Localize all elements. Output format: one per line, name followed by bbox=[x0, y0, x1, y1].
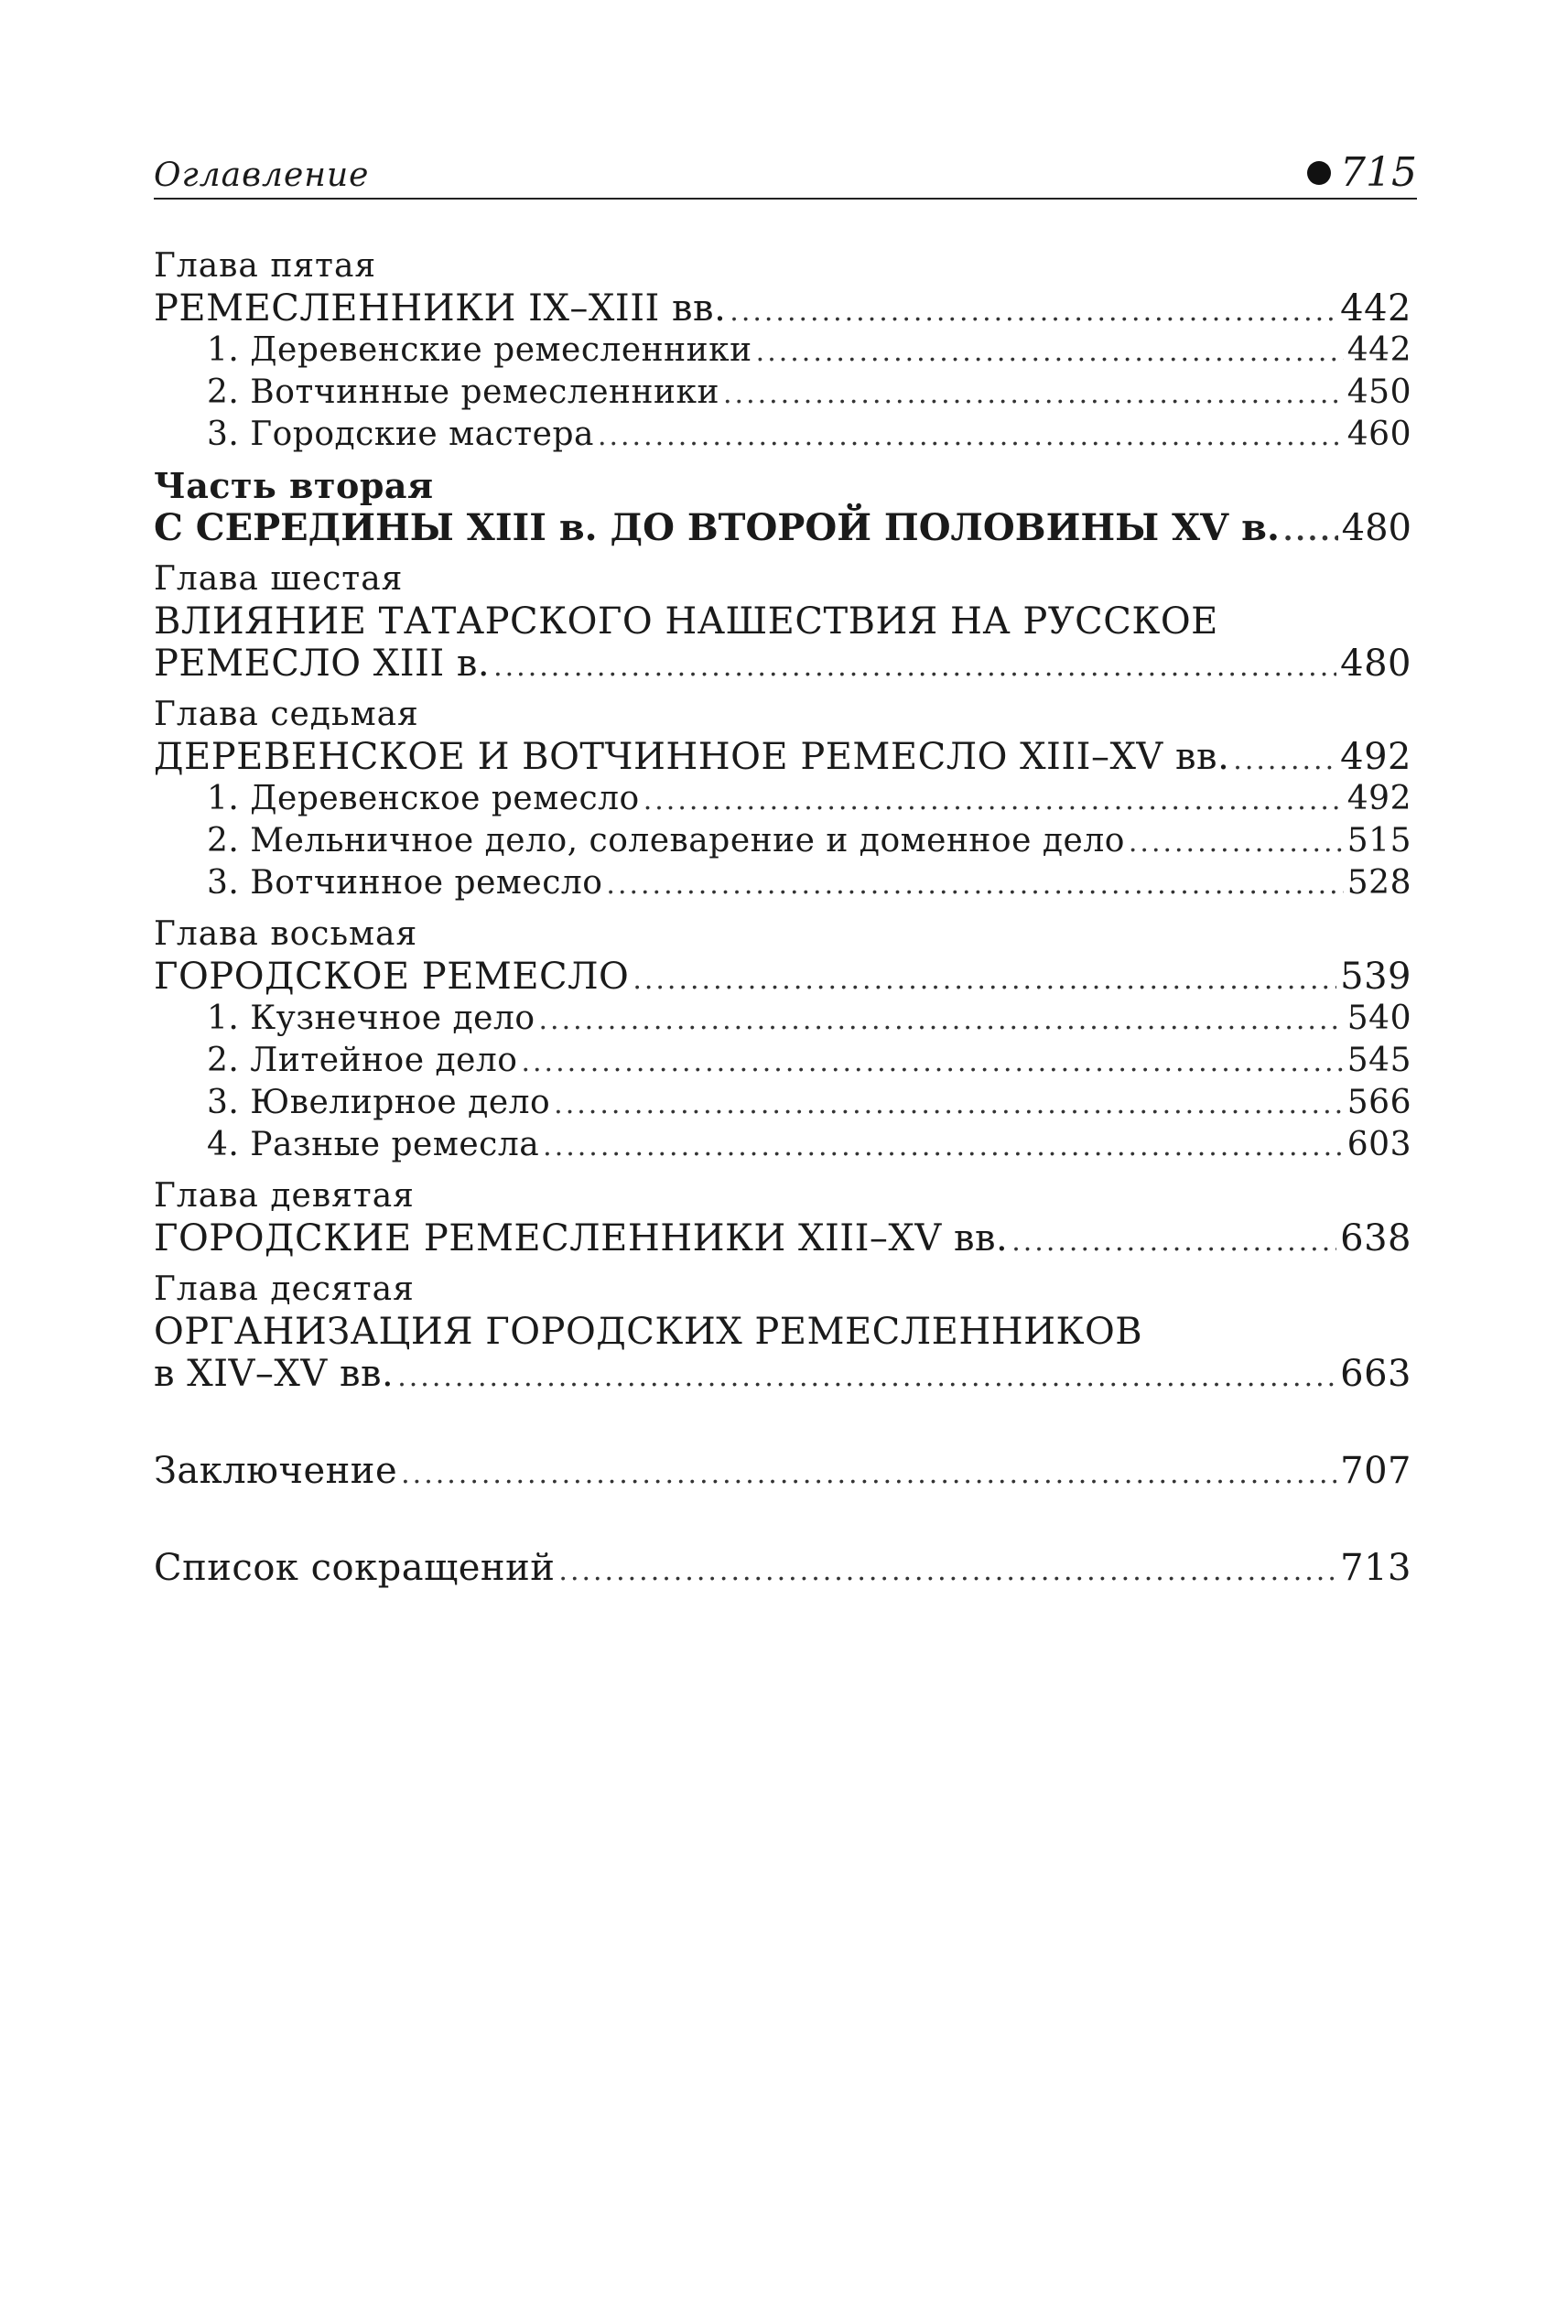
toc-entry-section[interactable] bbox=[154, 414, 1411, 456]
dot-leader bbox=[539, 1000, 1344, 1042]
entry-page: 638 bbox=[1340, 1217, 1411, 1259]
part-label: Часть вторая bbox=[154, 465, 434, 506]
entry-title-line[interactable]: ОРГАНИЗАЦИЯ ГОРОДСКИХ РЕМЕСЛЕННИКОВ bbox=[154, 1311, 1143, 1353]
toc-entry-chapter[interactable] bbox=[154, 1353, 1411, 1395]
dot-leader bbox=[401, 1454, 1336, 1496]
entry-title: 3. Ювелирное дело bbox=[207, 1084, 551, 1121]
entry-title: 1. Деревенское ремесло bbox=[207, 780, 640, 817]
dot-leader bbox=[756, 331, 1344, 373]
chapter-label: Глава седьмая bbox=[154, 696, 419, 733]
entry-page: 713 bbox=[1340, 1547, 1411, 1589]
entry-page: 492 bbox=[1346, 780, 1411, 817]
entry-title: ГОРОДСКИЕ РЕМЕСЛЕННИКИ XIII–XV вв. bbox=[154, 1217, 1009, 1259]
entry-title: 3. Вотчинное ремесло bbox=[207, 864, 603, 902]
bullet-icon bbox=[1307, 161, 1331, 185]
toc-entry-part[interactable] bbox=[154, 507, 1411, 549]
dot-leader bbox=[730, 291, 1336, 333]
toc-entry-chapter[interactable] bbox=[154, 1217, 1411, 1259]
toc-entry-conclusion[interactable] bbox=[154, 1450, 1411, 1492]
toc-entry-section[interactable] bbox=[154, 778, 1411, 820]
toc-entry-section[interactable] bbox=[154, 998, 1411, 1040]
toc-entry-section[interactable] bbox=[154, 330, 1411, 372]
chapter-label: Глава шестая bbox=[154, 560, 404, 598]
entry-title: в XIV–XV вв. bbox=[154, 1353, 395, 1395]
entry-page: 492 bbox=[1340, 736, 1411, 778]
chapter-label: Глава восьмая bbox=[154, 915, 418, 953]
entry-title: ДЕРЕВЕНСКОЕ И ВОТЧИННОЕ РЕМЕСЛО XIII–XV вв. bbox=[154, 736, 1230, 778]
entry-title: 4. Разные ремесла bbox=[207, 1126, 540, 1163]
entry-title: ГОРОДСКОЕ РЕМЕСЛО bbox=[154, 956, 630, 998]
dot-leader bbox=[633, 959, 1336, 1001]
entry-page: 442 bbox=[1346, 331, 1411, 369]
dot-leader bbox=[1129, 822, 1344, 864]
entry-title: 2. Мельничное дело, солеварение и доменное дело bbox=[207, 822, 1125, 859]
entry-page: 460 bbox=[1346, 416, 1411, 453]
dot-leader bbox=[1011, 1221, 1336, 1263]
running-title: Оглавление bbox=[154, 157, 370, 194]
toc-entry-section[interactable] bbox=[154, 862, 1411, 904]
dot-leader bbox=[606, 864, 1343, 906]
toc-entry-section[interactable] bbox=[154, 1082, 1411, 1124]
entry-title: 1. Кузнечное дело bbox=[207, 1000, 535, 1037]
entry-title: С СЕРЕДИНЫ XIII в. ДО ВТОРОЙ ПОЛОВИНЫ XV в. bbox=[154, 506, 1280, 549]
dot-leader bbox=[397, 1357, 1336, 1399]
toc-entry-section[interactable] bbox=[154, 820, 1411, 862]
entry-page: 545 bbox=[1346, 1042, 1411, 1079]
entry-title: Заключение bbox=[154, 1450, 398, 1492]
dot-leader bbox=[554, 1084, 1344, 1126]
dot-leader bbox=[493, 646, 1336, 688]
entry-title: 3. Городские мастера bbox=[207, 416, 594, 453]
toc-entry-chapter[interactable] bbox=[154, 956, 1411, 998]
chapter-label: Глава девятая bbox=[154, 1177, 415, 1215]
toc-entry-abbreviations[interactable] bbox=[154, 1547, 1411, 1589]
entry-page: 539 bbox=[1340, 956, 1411, 998]
chapter-label: Глава десятая bbox=[154, 1270, 415, 1308]
toc-entry-chapter[interactable] bbox=[154, 736, 1411, 778]
dot-leader bbox=[521, 1042, 1343, 1084]
entry-title: РЕМЕСЛО XIII в. bbox=[154, 643, 491, 685]
entry-page: 480 bbox=[1340, 643, 1411, 685]
entry-page: 663 bbox=[1340, 1353, 1411, 1395]
dot-leader bbox=[1233, 740, 1336, 782]
page-number-block bbox=[1307, 149, 1417, 196]
entry-title: 2. Вотчинные ремесленники bbox=[207, 373, 719, 411]
page-number: 715 bbox=[1340, 149, 1417, 196]
entry-page: 528 bbox=[1346, 864, 1411, 902]
entry-title: Список сокращений bbox=[154, 1547, 556, 1589]
toc-entry-section[interactable] bbox=[154, 1124, 1411, 1166]
entry-page: 707 bbox=[1340, 1450, 1411, 1492]
entry-page: 515 bbox=[1346, 822, 1411, 859]
dot-leader bbox=[1283, 511, 1338, 553]
dot-leader bbox=[558, 1551, 1336, 1593]
entry-page: 566 bbox=[1346, 1084, 1411, 1121]
dot-leader bbox=[543, 1126, 1344, 1168]
running-header bbox=[154, 146, 1417, 200]
chapter-label: Глава пятая bbox=[154, 247, 377, 285]
dot-leader bbox=[643, 780, 1344, 822]
table-of-contents bbox=[154, 245, 1411, 1589]
entry-page: 450 bbox=[1346, 373, 1411, 411]
entry-page: 480 bbox=[1341, 507, 1411, 549]
entry-title-line[interactable]: ВЛИЯНИЕ ТАТАРСКОГО НАШЕСТВИЯ НА РУССКОЕ bbox=[154, 600, 1218, 643]
toc-entry-section[interactable] bbox=[154, 1040, 1411, 1082]
toc-entry-section[interactable] bbox=[154, 372, 1411, 414]
entry-title: РЕМЕСЛЕННИКИ IX–XIII вв. bbox=[154, 287, 727, 330]
toc-entry-chapter[interactable] bbox=[154, 643, 1411, 685]
entry-title: 2. Литейное дело bbox=[207, 1042, 518, 1079]
dot-leader bbox=[723, 373, 1344, 416]
entry-title: 1. Деревенские ремесленники bbox=[207, 331, 752, 369]
entry-page: 540 bbox=[1346, 1000, 1411, 1037]
toc-entry-chapter[interactable] bbox=[154, 287, 1411, 330]
dot-leader bbox=[598, 416, 1344, 458]
entry-page: 442 bbox=[1340, 287, 1411, 330]
entry-page: 603 bbox=[1346, 1126, 1411, 1163]
